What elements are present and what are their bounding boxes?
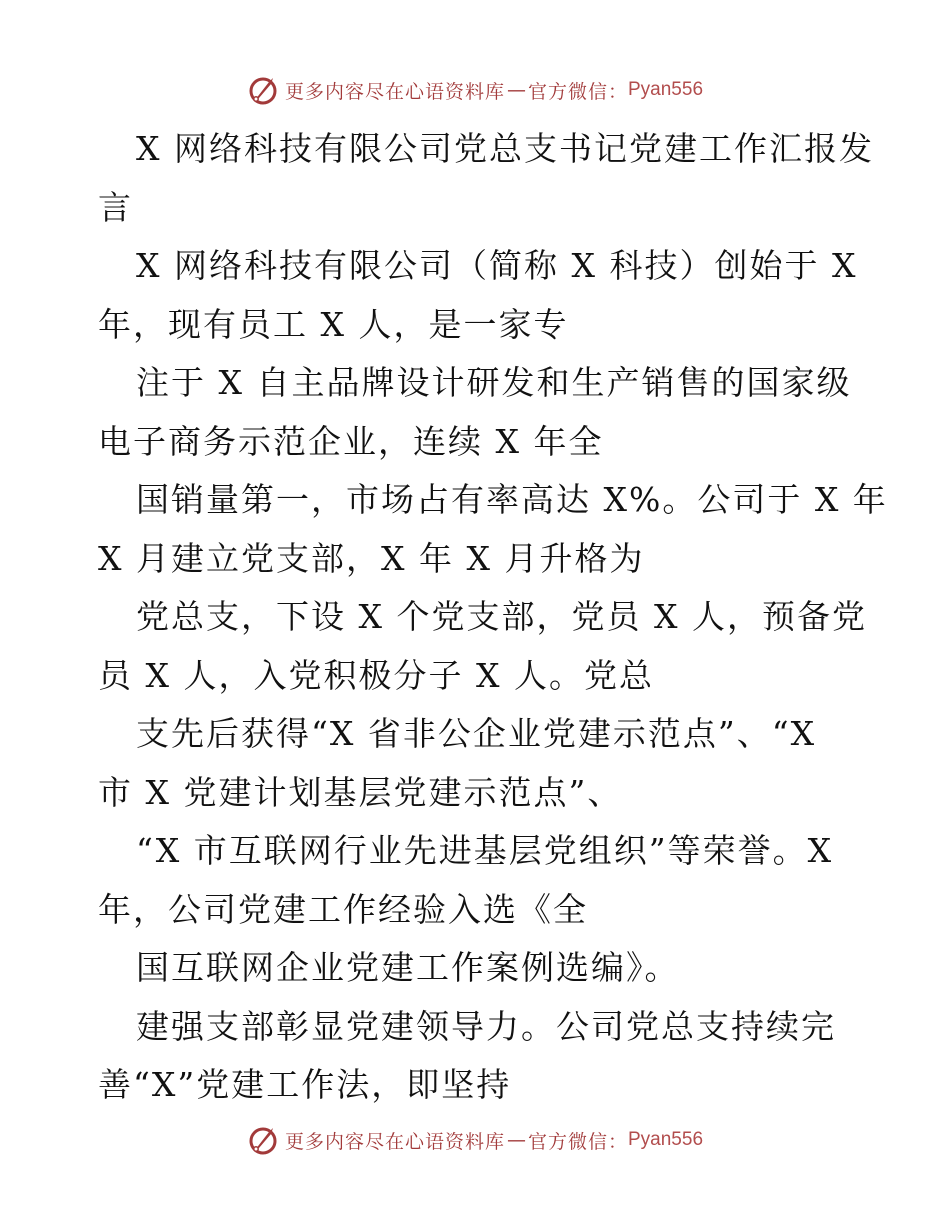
watermark-text: 更多内容尽在心语资料库 [284,1130,505,1153]
paragraph-line: 党总支，下设 X 个党支部，党员 X 人，预备党 [136,597,867,636]
paragraph-line: 注于 X 自主品牌设计研发和生产销售的国家级 [136,363,852,402]
watermark-text: 更多内容尽在心语资料库 [284,80,505,103]
watermark-header [0,70,950,110]
document-body [98,120,888,1115]
watermark-dash: — [506,1129,526,1151]
paragraph-line: 言 [98,187,133,227]
watermark-footer [0,1120,950,1160]
watermark-label: 官方微信： [527,80,628,103]
paragraph-line: 国销量第一，市场占有率高达 X%。公司于 X 年 [136,480,888,519]
watermark-handle: Pyan556 [628,79,704,100]
paragraph [98,120,874,237]
quill-pen-icon [247,74,279,106]
watermark-label: 官方微信： [527,1130,628,1153]
paragraph [98,705,858,822]
paragraph [98,822,858,939]
paragraph-line: X 网络科技有限公司党总支书记党建工作汇报发 [136,129,874,168]
paragraph-line: 员 X 人，入党积极分子 X 人。党总 [98,655,654,695]
paragraph [98,998,858,1115]
paragraph-line: X 网络科技有限公司（简称 X 科技）创始于 X [136,246,858,285]
paragraph [98,354,858,471]
paragraph [98,588,867,705]
paragraph [98,939,858,998]
quill-pen-icon [247,1124,279,1156]
paragraph-line: 善“X”党建工作法，即坚持 [98,1065,512,1104]
paragraph-line: 支先后获得“X 省非公企业党建示范点”、“X [136,714,817,753]
paragraph-line: X 月建立党支部，X 年 X 月升格为 [98,538,645,578]
paragraph [98,471,888,588]
watermark-handle: Pyan556 [628,1129,704,1150]
paragraph [98,237,858,354]
paragraph-line: 建强支部彰显党建领导力。公司党总支持续完 [136,1006,836,1046]
paragraph-line: 国互联网企业党建工作案例选编》。 [136,948,680,987]
watermark-dash: — [506,79,526,101]
paragraph-line: 年，现有员工 X 人，是一家专 [98,304,569,344]
paragraph-line: 电子商务示范企业，连续 X 年全 [98,421,604,461]
paragraph-line: 年，公司党建工作经验入选《全 [98,889,588,929]
paragraph-line: 市 X 党建计划基层党建示范点”、 [98,772,623,812]
paragraph-line: “X 市互联网行业先进基层党组织”等荣誉。X [136,831,834,870]
